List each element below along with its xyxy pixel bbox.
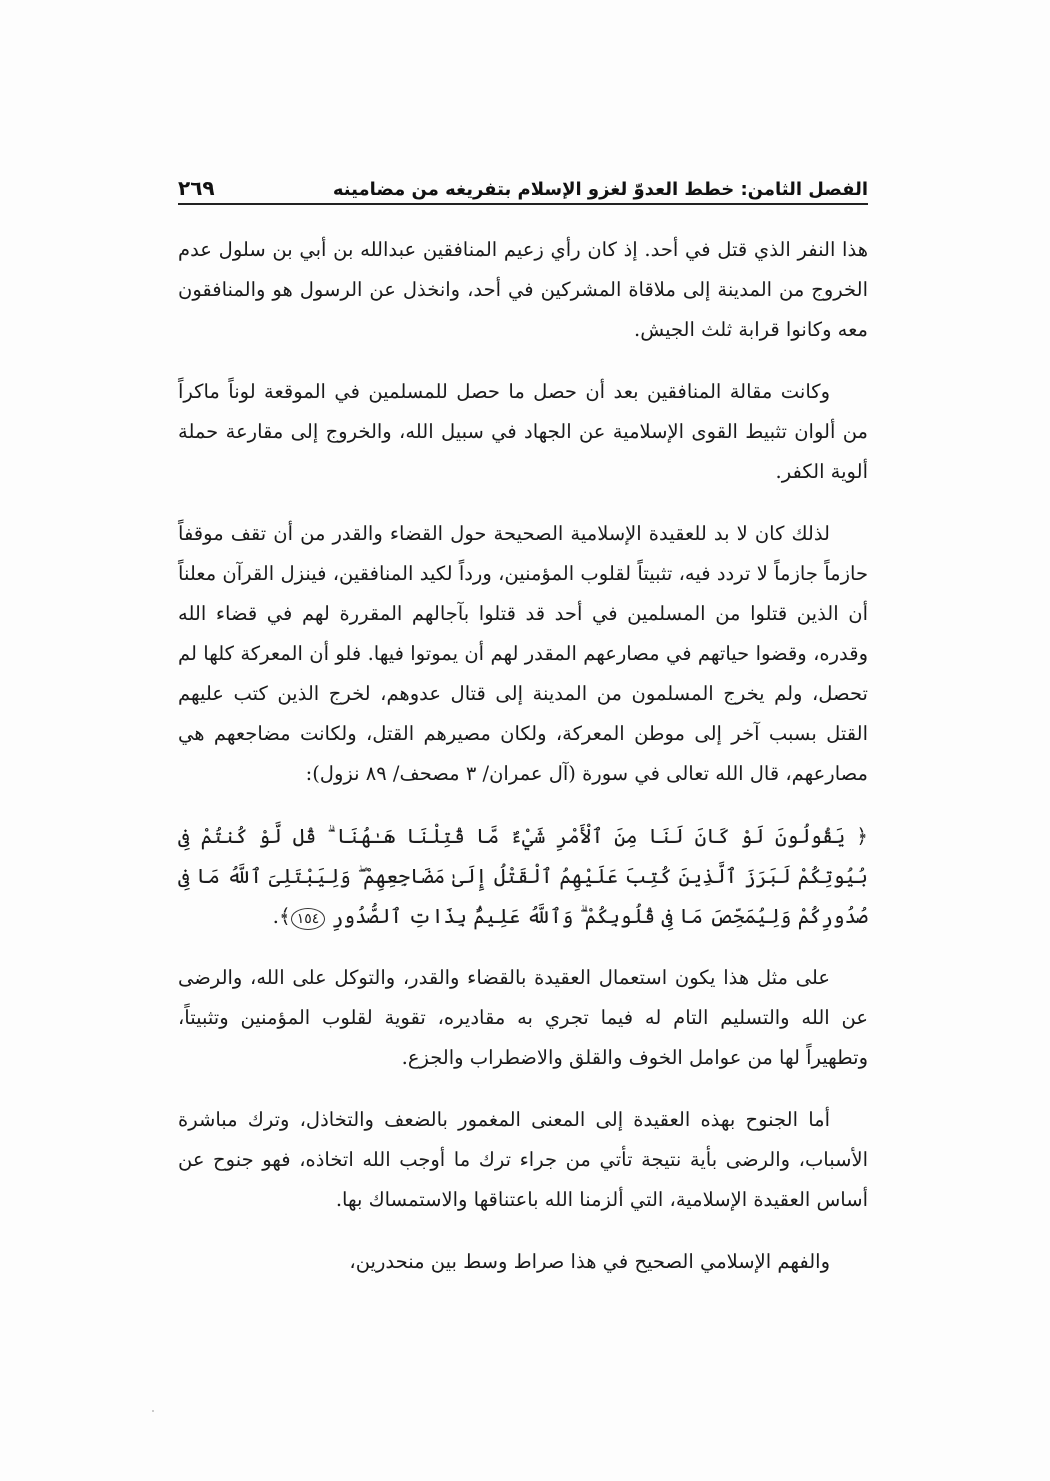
paragraph-4: على مثل هذا يكون استعمال العقيدة بالقضاء والقدر، والتوكل على الله، والرضى عن الله والتسليم التام له فيما تجري به مقاديره، تقوية لقلوب المؤمنين وتثبيتاً، وتطهيراً لها من عوامل الخوف والقلق والاضطراب والجزع. [178, 966, 868, 1069]
quran-open-bracket: ﴿ [856, 824, 868, 848]
page-number: ٢٦٩ [178, 176, 215, 200]
header-rule [178, 203, 868, 205]
paragraph-1: هذا النفر الذي قتل في أحد. إذ كان رأي زعيم المنافقين عبدالله بن أبي بن سلول عدم الخروج من المدينة إلى ملاقاة المشركين في أحد، وانخذل عن الرسول هو والمنافقون معه وكانوا قرابة ثلث الجيش. [178, 238, 868, 341]
running-header [178, 170, 868, 200]
paragraph-5: أما الجنوح بهذه العقيدة إلى المعنى المغمور بالضعف والتخاذل، وترك مباشرة الأسباب، والرضى بأية نتيجة تأتي من جراء ترك ما أوجب الله اتخاذه، فهو جنوح عن أساس العقيدة الإسلامية، التي ألزمنا الله باعتناقها والاستمساك بها. [178, 1108, 868, 1211]
paragraph-3: لذلك كان لا بد للعقيدة الإسلامية الصحيحة حول القضاء والقدر من أن تقف موقفاً حازماً جازماً لا تردد فيه، تثبيتاً لقلوب المؤمنين، ورداً لكيد المنافقين، فينزل القرآن معلناً أن الذين قتلوا من المسلمين في أحد قد قتلوا بآجالهم المقررة لهم في قضاء الله وقدره، وقضوا حياتهم في مصارعهم المقدر لهم أن يموتوا فيها. فلو أن المعركة كلها لم تحصل، ولم يخرج المسلمون من المدينة إلى قتال عدوهم، لخرج الذين كتب عليهم القتل بسبب آخر إلى موطن المعركة، ولكان مصيرهم القتل، ولكانت مضاجعهم هي مصارعهم، قال الله تعالى في سورة (آل عمران/ ٣ مصحف/ ٨٩ نزول): [178, 522, 868, 785]
quran-verse-text: يَقُولُونَ لَوْ كَانَ لَنَا مِنَ ٱلْأَمْرِ شَيْءٌ مَّا قُتِلْنَا هَـٰهُنَا ۗ قُل لَّوْ كُنتُمْ فِى بُيُوتِكُمْ لَبَرَزَ ٱلَّذِينَ كُتِبَ عَلَيْهِمُ ٱلْقَتْلُ إِلَىٰ مَضَاجِعِهِمْ ۖ وَلِيَبْتَلِىَ ٱللَّهُ مَا فِى صُدُورِكُمْ وَلِيُمَحِّصَ مَا فِى قُلُوبِكُمْ ۗ وَٱللَّهُ عَلِيمٌۢ بِذَاتِ ٱلصُّدُورِ [178, 824, 868, 928]
quran-verse [178, 816, 868, 936]
quran-trailing-period: . [272, 904, 280, 928]
quran-close-bracket: ﴾ [279, 904, 291, 928]
paragraph-6: والفهم الإسلامي الصحيح في هذا صراط وسط بين منحدرين، [349, 1250, 830, 1273]
ayah-number-marker: ١٥٤ [291, 908, 326, 930]
paragraph-2: وكانت مقالة المنافقين بعد أن حصل ما حصل للمسلمين في الموقعة لوناً ماكراً من ألوان تثبيط القوى الإسلامية عن الجهاد في سبيل الله، والخروج إلى مقارعة حملة ألوية الكفر. [178, 380, 868, 483]
body-text [178, 230, 868, 1304]
chapter-title: الفصل الثامن: خطط العدوّ لغزو الإسلام بتفريغه من مضامينه [332, 179, 868, 200]
scan-speck [152, 1410, 154, 1412]
